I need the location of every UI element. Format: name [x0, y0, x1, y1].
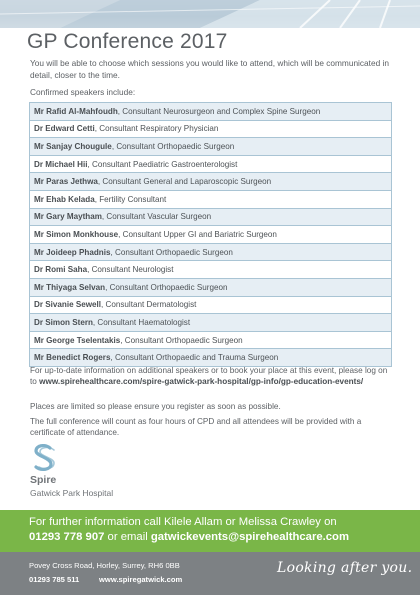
speaker-cell: Dr Sivanie Sewell, Consultant Dermatologist: [30, 296, 392, 314]
speaker-name: Dr Simon Stern: [34, 317, 93, 327]
confirmed-speakers-label: Confirmed speakers include:: [30, 87, 136, 97]
speaker-name: Dr Sivanie Sewell: [34, 300, 102, 310]
speaker-cell: Dr Michael Hii, Consultant Paediatric Gastroenterologist: [30, 155, 392, 173]
speaker-role: Consultant Paediatric Gastroenterologist: [92, 159, 238, 169]
speaker-role: Consultant General and Laparoscopic Surgeon: [102, 177, 272, 187]
speaker-row: [30, 208, 392, 226]
speaker-row: [30, 155, 392, 173]
speaker-cell: Mr Sanjay Chougule, Consultant Orthopaedic Surgeon: [30, 138, 392, 156]
speaker-name: Dr Edward Cetti: [34, 124, 95, 134]
speaker-cell: Mr Simon Monkhouse, Consultant Upper GI and Bariatric Surgeon: [30, 226, 392, 244]
speaker-cell: Mr Benedict Rogers, Consultant Orthopaedic and Trauma Surgeon: [30, 349, 392, 367]
speaker-row: [30, 226, 392, 244]
contact-details: [29, 531, 349, 543]
speaker-cell: Mr George Tselentakis, Consultant Orthopaedic Surgeon: [30, 331, 392, 349]
speaker-name: Mr Thiyaga Selvan: [34, 282, 106, 292]
speaker-cell: Mr Ehab Kelada, Fertility Consultant: [30, 190, 392, 208]
speaker-row: [30, 190, 392, 208]
cpd-text: The full conference will count as four hours of CPD and all attendees will be provided with a certificate of attendance.: [30, 417, 362, 437]
speaker-name: Mr Gary Maytham: [34, 212, 102, 222]
page-title: GP Conference 2017: [27, 30, 228, 53]
update-paragraph: [30, 366, 390, 387]
speaker-name: Mr Joideep Phadnis: [34, 247, 111, 257]
speaker-cell: Mr Joideep Phadnis, Consultant Orthopaedic Surgeon: [30, 243, 392, 261]
speaker-name: Mr George Tselentakis: [34, 335, 121, 345]
speaker-row: [30, 349, 392, 367]
logo-hospital-name: Gatwick Park Hospital: [30, 488, 114, 498]
footer-website-link[interactable]: www.spiregatwick.com: [99, 575, 183, 584]
speaker-name: Mr Benedict Rogers: [34, 353, 111, 363]
speaker-row: [30, 296, 392, 314]
speaker-role: Consultant Orthopaedic Surgeon: [114, 247, 233, 257]
speaker-cell: Dr Simon Stern, Consultant Haematologist: [30, 314, 392, 332]
contact-phone[interactable]: 01293 778 907: [29, 531, 105, 543]
speaker-name: Mr Simon Monkhouse: [34, 229, 119, 239]
speaker-name: Dr Romi Saha: [34, 265, 88, 275]
header-photo: [0, 0, 420, 28]
footer-tagline: Looking after you.: [277, 560, 413, 576]
contact-line: For further information call Kilele Allam or Melissa Crawley on: [29, 516, 337, 528]
limited-places-text: Places are limited so please ensure you register as soon as possible.: [30, 402, 281, 411]
intro-text: You will be able to choose which sessions you would like to attend, which will be communicated in detail, closer to the time.: [30, 58, 389, 80]
speaker-cell: Mr Rafid Al-Mahfoudh, Consultant Neurosurgeon and Complex Spine Surgeon: [30, 103, 392, 121]
footer-phone[interactable]: 01293 785 511: [29, 575, 80, 584]
speaker-role: Consultant Vascular Surgeon: [106, 212, 212, 222]
speaker-role: Consultant Orthopaedic Surgeon: [109, 282, 228, 292]
speaker-name: Mr Rafid Al-Mahfoudh: [34, 106, 118, 116]
update-text: For up-to-date information on additional speakers or to book your place at this event, please log on to: [30, 366, 388, 386]
logo-brand: Spire: [30, 474, 57, 486]
speaker-role: Consultant Dermatologist: [105, 300, 197, 310]
speaker-row: [30, 103, 392, 121]
speaker-row: [30, 120, 392, 138]
footer-address: Povey Cross Road, Horley, Surrey, RH6 0BB: [29, 561, 180, 570]
speaker-row: [30, 138, 392, 156]
speaker-row: [30, 243, 392, 261]
speaker-role: Consultant Orthopaedic Surgeon: [124, 335, 243, 345]
speaker-role: Consultant Respiratory Physician: [99, 124, 219, 134]
booking-link[interactable]: www.spirehealthcare.com/spire-gatwick-park-hospital/gp-info/gp-education-events/: [39, 376, 364, 386]
contact-or-email: or email: [107, 531, 148, 543]
speaker-role: Consultant Neurosurgeon and Complex Spine Surgeon: [122, 106, 321, 116]
speakers-table: [29, 102, 392, 367]
speaker-role: Fertility Consultant: [99, 194, 167, 204]
speaker-cell: Mr Thiyaga Selvan, Consultant Orthopaedic Surgeon: [30, 278, 392, 296]
speaker-cell: Mr Paras Jethwa, Consultant General and Laparoscopic Surgeon: [30, 173, 392, 191]
speaker-cell: Mr Gary Maytham, Consultant Vascular Surgeon: [30, 208, 392, 226]
speaker-name: Dr Michael Hii: [34, 159, 88, 169]
speaker-role: Consultant Haematologist: [97, 317, 191, 327]
speaker-name: Mr Paras Jethwa: [34, 177, 98, 187]
speaker-row: [30, 314, 392, 332]
speaker-role: Consultant Upper GI and Bariatric Surgeon: [122, 229, 277, 239]
speaker-name: Mr Ehab Kelada: [34, 194, 95, 204]
speaker-role: Consultant Neurologist: [91, 265, 174, 275]
speaker-cell: Dr Romi Saha, Consultant Neurologist: [30, 261, 392, 279]
speaker-row: [30, 173, 392, 191]
speaker-role: Consultant Orthopaedic and Trauma Surgeon: [114, 353, 279, 363]
spire-s-logo-icon: [31, 444, 57, 472]
speaker-row: [30, 331, 392, 349]
speaker-row: [30, 278, 392, 296]
speaker-cell: Dr Edward Cetti, Consultant Respiratory Physician: [30, 120, 392, 138]
speaker-role: Consultant Orthopaedic Surgeon: [116, 141, 235, 151]
glass-roof-image: [0, 0, 420, 28]
speaker-row: [30, 261, 392, 279]
contact-email-link[interactable]: gatwickevents@spirehealthcare.com: [150, 531, 349, 543]
speaker-name: Mr Sanjay Chougule: [34, 141, 112, 151]
